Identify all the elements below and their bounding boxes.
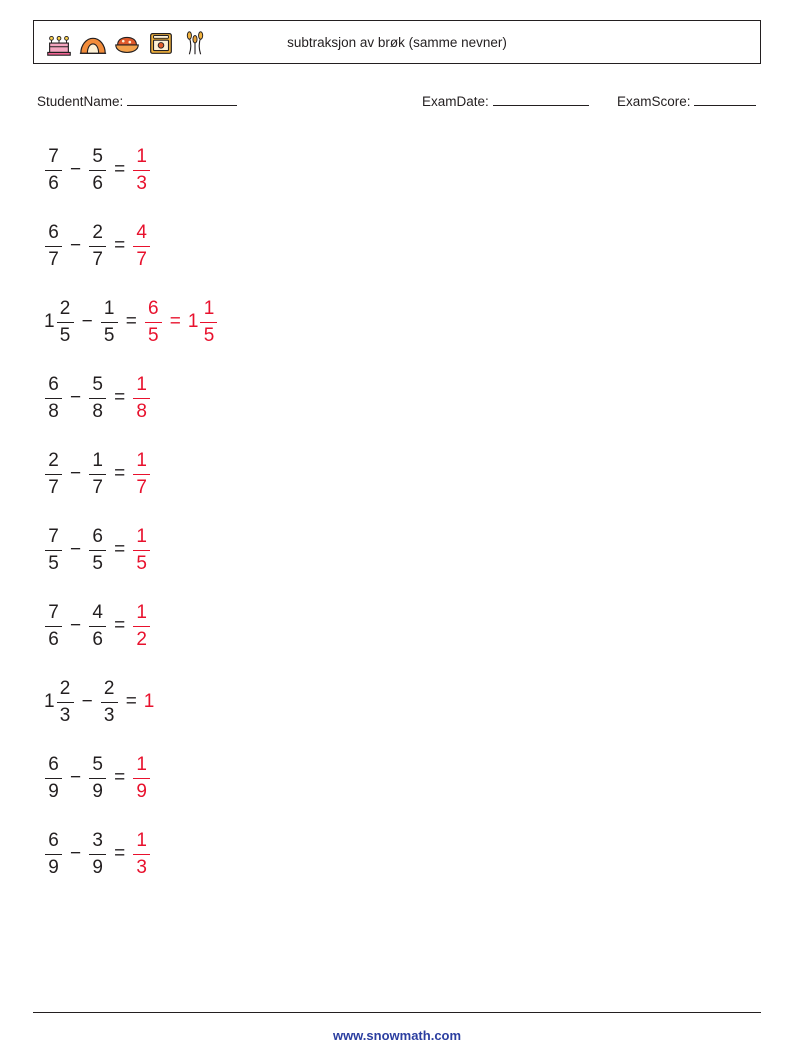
operand-left — [44, 374, 63, 422]
answer — [144, 691, 156, 713]
operand-right-fraction — [89, 146, 106, 194]
answer-simplified-fraction — [200, 298, 217, 346]
minus-operator: − — [70, 843, 82, 864]
operand-left-denominator: 3 — [59, 704, 71, 726]
operand-right-denominator: 7 — [92, 476, 103, 498]
answer-numerator: 1 — [136, 754, 147, 776]
equals-operator: = — [114, 767, 126, 788]
problem-expression — [44, 450, 151, 498]
operand-left-denominator: 6 — [48, 628, 59, 650]
problem-expression — [44, 526, 151, 574]
operand-right-fraction — [89, 374, 106, 422]
problem-row — [44, 208, 744, 284]
equals-operator: = — [114, 615, 126, 636]
operand-right — [88, 754, 107, 802]
operand-right-denominator: 5 — [92, 552, 103, 574]
operand-left-whole: 1 — [44, 691, 55, 712]
answer-denominator: 7 — [136, 248, 147, 270]
worksheet-header — [33, 20, 761, 64]
problem-expression — [44, 374, 151, 422]
operand-right-numerator: 1 — [103, 298, 115, 320]
operand-left-fraction — [45, 830, 62, 878]
equals-operator: = — [114, 387, 126, 408]
answer — [144, 298, 163, 346]
minus-operator: − — [70, 387, 82, 408]
answer-fraction-bar — [133, 626, 150, 627]
operand-left-numerator: 6 — [48, 754, 59, 776]
operand-right — [88, 602, 107, 650]
operand-left-fraction-bar — [57, 702, 74, 703]
problem-row — [44, 132, 744, 208]
minus-operator: − — [70, 615, 82, 636]
operand-left — [44, 526, 63, 574]
operand-left-denominator: 6 — [48, 172, 59, 194]
operand-right-denominator: 8 — [92, 400, 103, 422]
answer-fraction-bar — [133, 854, 150, 855]
minus-operator: − — [70, 539, 82, 560]
problem-row — [44, 816, 744, 892]
answer-numerator: 1 — [136, 146, 147, 168]
answer — [132, 526, 151, 574]
exam-date-field — [422, 94, 589, 109]
operand-left-numerator: 7 — [48, 146, 59, 168]
equals-operator: = — [114, 159, 126, 180]
problem-list — [44, 132, 744, 892]
answer-fraction — [133, 754, 150, 802]
equals-operator: = — [114, 235, 126, 256]
operand-left-denominator: 9 — [48, 856, 59, 878]
operand-left-numerator: 7 — [48, 526, 59, 548]
answer-fraction — [133, 602, 150, 650]
footer-divider — [33, 1012, 761, 1013]
operand-left — [44, 830, 63, 878]
student-name-label: StudentName: — [37, 94, 124, 109]
problem-expression — [44, 754, 151, 802]
minus-operator: − — [81, 691, 93, 712]
answer-fraction — [133, 146, 150, 194]
operand-right-numerator: 2 — [92, 222, 103, 244]
answer — [132, 374, 151, 422]
answer-denominator: 9 — [136, 780, 147, 802]
answer-fraction-bar — [145, 322, 162, 323]
operand-left-fraction — [57, 298, 74, 346]
answer-fraction-bar — [133, 398, 150, 399]
operand-left-fraction — [57, 678, 74, 726]
answer-denominator: 8 — [136, 400, 147, 422]
operand-right-fraction-bar — [89, 474, 106, 475]
answer-fraction-bar — [133, 170, 150, 171]
answer-denominator: 3 — [136, 856, 147, 878]
problem-row — [44, 360, 744, 436]
footer-url: www.snowmath.com — [332, 1028, 462, 1043]
problem-row — [44, 284, 744, 360]
operand-right-fraction — [89, 754, 106, 802]
operand-right-numerator: 1 — [92, 450, 103, 472]
answer — [132, 146, 151, 194]
operand-left-fraction-bar — [45, 474, 62, 475]
operand-right-denominator: 5 — [103, 324, 115, 346]
operand-left — [44, 450, 63, 498]
answer-fraction — [145, 298, 162, 346]
answer-numerator: 6 — [148, 298, 159, 320]
operand-right-fraction-bar — [101, 702, 118, 703]
operand-right-fraction — [101, 678, 118, 726]
operand-right-fraction — [89, 222, 106, 270]
answer-denominator: 5 — [148, 324, 159, 346]
operand-right-fraction — [89, 526, 106, 574]
exam-score-field — [617, 94, 756, 109]
operand-right — [88, 526, 107, 574]
operand-right-denominator: 9 — [92, 856, 103, 878]
problem-expression — [44, 678, 155, 726]
minus-operator: − — [70, 235, 82, 256]
minus-operator: − — [70, 463, 82, 484]
problem-expression — [44, 602, 151, 650]
operand-left-denominator: 7 — [48, 476, 59, 498]
problem-row — [44, 512, 744, 588]
answer-numerator: 1 — [136, 450, 147, 472]
answer-simplified — [188, 298, 219, 346]
operand-right-fraction-bar — [89, 170, 106, 171]
worksheet-title: subtraksjon av brøk (samme nevner) — [287, 35, 507, 50]
answer-numerator: 1 — [136, 526, 147, 548]
answer-numerator: 4 — [136, 222, 147, 244]
answer-denominator: 5 — [136, 552, 147, 574]
answer-simplified-whole: 1 — [187, 311, 199, 332]
operand-left-fraction-bar — [45, 626, 62, 627]
operand-left-numerator: 2 — [59, 298, 71, 320]
operand-right — [88, 374, 107, 422]
operand-left-denominator: 7 — [48, 248, 59, 270]
equals-operator: = — [125, 691, 137, 712]
operand-right-fraction — [89, 830, 106, 878]
operand-left — [44, 146, 63, 194]
answer — [132, 450, 151, 498]
operand-right — [88, 830, 107, 878]
exam-score-label: ExamScore: — [617, 94, 691, 109]
operand-left — [44, 602, 63, 650]
answer — [132, 830, 151, 878]
equals-operator-2: = — [169, 311, 181, 332]
operand-right-fraction-bar — [89, 246, 106, 247]
operand-right — [100, 298, 119, 346]
operand-right-fraction — [89, 450, 106, 498]
answer-denominator: 3 — [136, 172, 147, 194]
answer-fraction — [133, 526, 150, 574]
operand-left-fraction-bar — [45, 398, 62, 399]
operand-left-whole: 1 — [44, 311, 55, 332]
answer-fraction — [133, 374, 150, 422]
operand-left-numerator: 6 — [48, 222, 59, 244]
operand-right-numerator: 5 — [92, 374, 103, 396]
answer-fraction-bar — [133, 778, 150, 779]
operand-left-numerator: 2 — [48, 450, 59, 472]
answer-numerator: 1 — [136, 830, 147, 852]
student-name-field — [37, 94, 237, 109]
exam-score-blank[interactable] — [694, 105, 756, 106]
answer-fraction — [133, 222, 150, 270]
problem-row — [44, 436, 744, 512]
operand-right — [100, 678, 119, 726]
operand-left-fraction-bar — [45, 854, 62, 855]
operand-right-denominator: 9 — [92, 780, 103, 802]
operand-left-numerator: 7 — [48, 602, 59, 624]
answer-fraction — [133, 830, 150, 878]
problem-expression — [44, 146, 151, 194]
operand-right-numerator: 5 — [92, 146, 103, 168]
operand-right-denominator: 6 — [92, 628, 103, 650]
operand-left-fraction-bar — [57, 322, 74, 323]
operand-left — [44, 678, 75, 726]
answer-fraction — [133, 450, 150, 498]
operand-left — [44, 298, 75, 346]
minus-operator: − — [81, 311, 93, 332]
operand-right-fraction-bar — [89, 550, 106, 551]
problem-row — [44, 740, 744, 816]
equals-operator: = — [114, 843, 126, 864]
operand-right-fraction-bar — [89, 854, 106, 855]
operand-right — [88, 146, 107, 194]
operand-left-fraction — [45, 146, 62, 194]
minus-operator: − — [70, 159, 82, 180]
operand-left-fraction-bar — [45, 246, 62, 247]
operand-left — [44, 222, 63, 270]
operand-right-numerator: 6 — [92, 526, 103, 548]
operand-left-numerator: 6 — [48, 374, 59, 396]
answer-simplified-fraction-bar — [200, 322, 217, 323]
operand-left-numerator: 2 — [59, 678, 71, 700]
answer-simplified-denominator: 5 — [203, 324, 215, 346]
exam-date-blank[interactable] — [493, 105, 589, 106]
operand-left-fraction-bar — [45, 170, 62, 171]
student-name-blank[interactable] — [127, 105, 237, 106]
minus-operator: − — [70, 767, 82, 788]
operand-right-denominator: 6 — [92, 172, 103, 194]
answer-fraction-bar — [133, 474, 150, 475]
answer-denominator: 7 — [136, 476, 147, 498]
operand-right-numerator: 5 — [92, 754, 103, 776]
operand-left-fraction — [45, 754, 62, 802]
equals-operator: = — [125, 311, 137, 332]
answer-numerator: 1 — [136, 374, 147, 396]
operand-left-fraction — [45, 602, 62, 650]
answer — [132, 602, 151, 650]
operand-left-fraction — [45, 374, 62, 422]
operand-right-numerator: 2 — [103, 678, 115, 700]
answer-numerator: 1 — [136, 602, 147, 624]
operand-left-denominator: 8 — [48, 400, 59, 422]
operand-right-fraction-bar — [89, 398, 106, 399]
operand-right — [88, 222, 107, 270]
answer-simplified-numerator: 1 — [203, 298, 215, 320]
operand-left — [44, 754, 63, 802]
operand-left-fraction — [45, 222, 62, 270]
answer-whole: 1 — [143, 691, 155, 712]
equals-operator: = — [114, 463, 126, 484]
problem-expression — [44, 830, 151, 878]
operand-left-denominator: 9 — [48, 780, 59, 802]
operand-right-denominator: 7 — [92, 248, 103, 270]
operand-right-denominator: 3 — [103, 704, 115, 726]
answer — [132, 222, 151, 270]
answer-fraction-bar — [133, 246, 150, 247]
operand-right-fraction — [89, 602, 106, 650]
operand-right-numerator: 3 — [92, 830, 103, 852]
operand-right-fraction-bar — [89, 626, 106, 627]
operand-left-fraction — [45, 450, 62, 498]
answer-fraction-bar — [133, 550, 150, 551]
operand-left-fraction-bar — [45, 778, 62, 779]
exam-date-label: ExamDate: — [422, 94, 489, 109]
operand-right-fraction-bar — [89, 778, 106, 779]
operand-left-fraction — [45, 526, 62, 574]
operand-left-denominator: 5 — [59, 324, 71, 346]
problem-expression — [44, 298, 218, 346]
problem-expression — [44, 222, 151, 270]
operand-left-denominator: 5 — [48, 552, 59, 574]
operand-right-fraction — [101, 298, 118, 346]
operand-left-fraction-bar — [45, 550, 62, 551]
operand-right-fraction-bar — [101, 322, 118, 323]
answer-denominator: 2 — [136, 628, 147, 650]
equals-operator: = — [114, 539, 126, 560]
problem-row — [44, 664, 744, 740]
answer — [132, 754, 151, 802]
operand-right — [88, 450, 107, 498]
operand-left-numerator: 6 — [48, 830, 59, 852]
operand-right-numerator: 4 — [92, 602, 103, 624]
problem-row — [44, 588, 744, 664]
